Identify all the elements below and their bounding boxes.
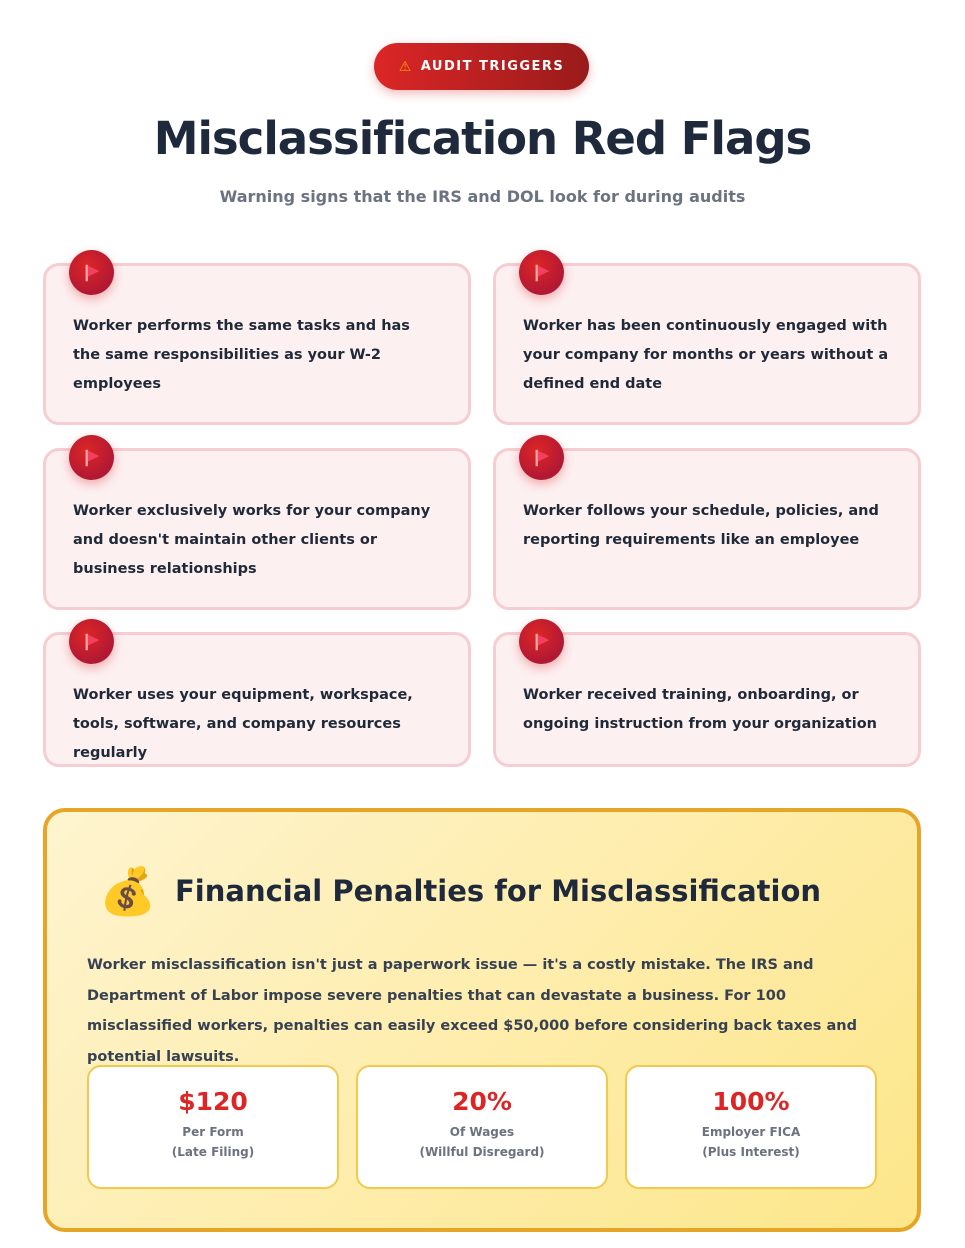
red-flag-text: Worker received training, onboarding, or ongoing instruction from your organization — [523, 687, 877, 732]
red-flag-card — [493, 448, 921, 610]
flag-icon — [69, 619, 114, 664]
flag-icon — [69, 250, 114, 295]
flag-icon — [519, 435, 564, 480]
stat-card — [356, 1065, 608, 1189]
stat-label: Of Wages — [449, 1125, 515, 1139]
flag-icon — [519, 250, 564, 295]
stat-note: (Willful Disregard) — [419, 1145, 545, 1159]
penalties-title: Financial Penalties for Misclassification — [175, 874, 822, 908]
stat-card — [87, 1065, 339, 1189]
penalties-body: Worker misclassification isn't just a paperwork issue — it's a costly mistake. The IRS and Department of Labor impose severe penalties that can devastate a business. For 100 misclassified workers, penalties can easily exceed $50,000 before considering back taxes and potential lawsuits. — [87, 957, 857, 1065]
stat-value: $120 — [178, 1087, 248, 1116]
stat-value: 20% — [452, 1087, 512, 1116]
stat-label: Employer FICA — [701, 1125, 801, 1139]
red-flag-card — [43, 632, 471, 767]
flag-icon — [519, 619, 564, 664]
red-flag-card — [43, 448, 471, 610]
flag-icon — [69, 435, 114, 480]
red-flag-card — [493, 632, 921, 767]
money-bag-icon: 💰 — [99, 864, 157, 918]
stat-card — [625, 1065, 877, 1189]
penalties-panel — [43, 808, 921, 1232]
red-flag-card — [493, 263, 921, 425]
page-title: Misclassification Red Flags — [153, 112, 812, 165]
red-flag-text: Worker has been continuously engaged with your company for months or years without a defined end date — [523, 318, 889, 392]
red-flag-text: Worker follows your schedule, policies, and reporting requirements like an employee — [523, 503, 879, 548]
page-subtitle: Warning signs that the IRS and DOL look for during audits — [219, 187, 746, 206]
stat-value: 100% — [712, 1087, 790, 1116]
stat-note: (Plus Interest) — [702, 1145, 800, 1159]
red-flag-text: Worker uses your equipment, workspace, tools, software, and company resources regularly — [73, 687, 413, 761]
warning-icon: ⚠ — [398, 58, 413, 75]
stat-label: Per Form — [182, 1125, 244, 1139]
audit-triggers-badge — [374, 43, 589, 90]
red-flag-text: Worker exclusively works for your company and doesn't maintain other clients or business relationships — [73, 503, 431, 577]
stat-note: (Late Filing) — [171, 1145, 255, 1159]
red-flag-card — [43, 263, 471, 425]
red-flag-text: Worker performs the same tasks and has the same responsibilities as your W-2 employees — [73, 318, 410, 392]
badge-label: AUDIT TRIGGERS — [420, 59, 565, 74]
